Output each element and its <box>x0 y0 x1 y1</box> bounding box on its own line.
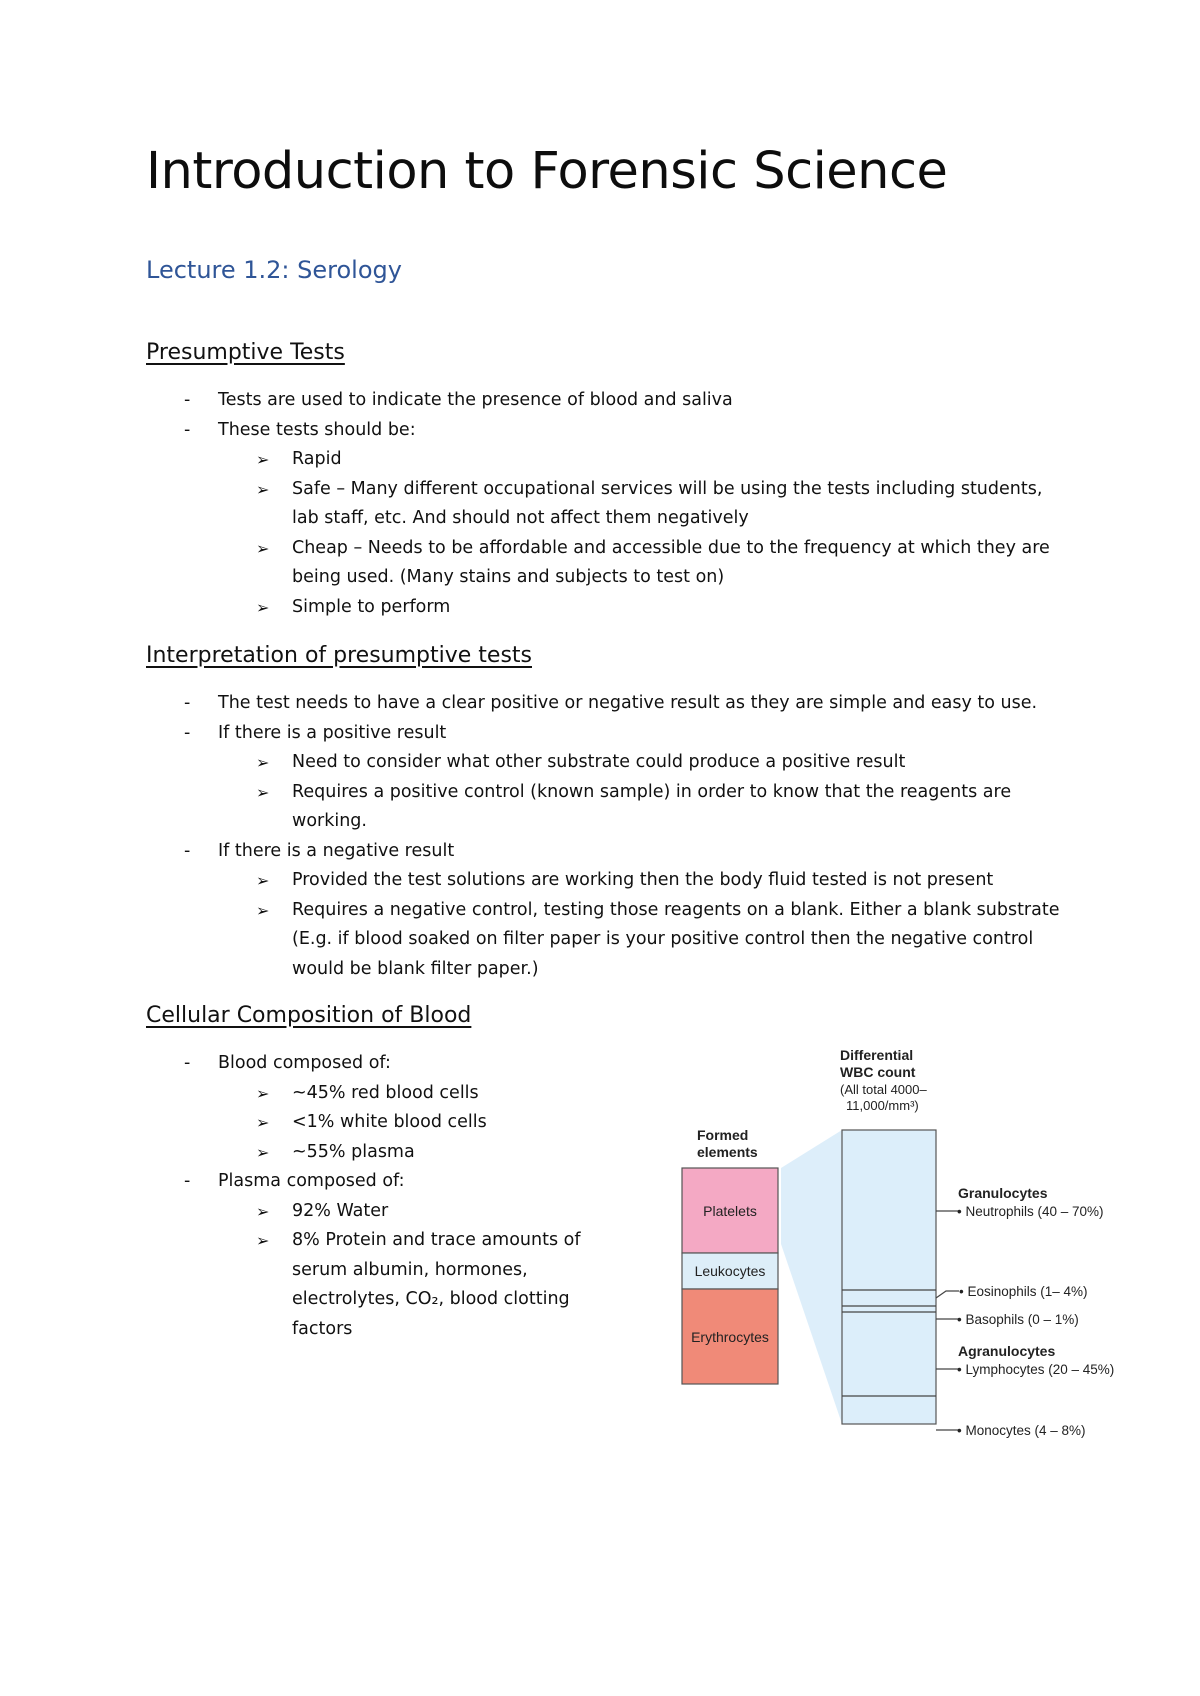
wbc-column <box>842 1130 936 1424</box>
list-item-text: Safe – Many different occupational services will be using the tests including students, lab staff, etc. And should not affect them negatively <box>292 478 1043 528</box>
list-item <box>146 386 1066 416</box>
lecture-subtitle: Lecture 1.2: Serology <box>146 256 402 284</box>
formed-title-line-1: Formed <box>697 1127 749 1143</box>
list-item-text: Requires a negative control, testing those reagents on a blank. Either a blank substrate (E.g. if blood soaked on filter paper is your positive control then the negative control would be blank filter paper.) <box>292 899 1060 979</box>
list-item-text: ~55% plasma <box>292 1141 415 1162</box>
list-item <box>146 416 1066 446</box>
list-item-text: Provided the test solutions are working then the body fluid tested is not present <box>292 870 994 890</box>
arrow-bullet-icon: ➢ <box>256 871 270 890</box>
list-item-text: Rapid <box>292 449 342 469</box>
arrow-bullet-icon: ➢ <box>256 900 270 920</box>
basophils-label: • Basophils (0 – 1%) <box>957 1312 1079 1327</box>
section-heading: Interpretation of presumptive tests <box>146 643 532 668</box>
list-item-text: 8% Protein and trace amounts of serum albumin, hormones, electrolytes, CO₂, blood clotting factors <box>292 1230 581 1339</box>
diff-title-line-2: WBC count <box>840 1064 916 1080</box>
formed-title-line-2: elements <box>697 1144 758 1160</box>
list-item <box>146 837 1066 867</box>
arrow-bullet-icon: ➢ <box>256 1231 270 1250</box>
list-item <box>146 1049 626 1079</box>
sub-list-item <box>146 1108 626 1138</box>
dash-bullet-icon: - <box>184 390 191 410</box>
list-item <box>146 689 1066 719</box>
sub-list-item <box>146 866 1066 896</box>
dash-bullet-icon: - <box>184 419 191 440</box>
list-item-text: Plasma composed of: <box>218 1171 405 1191</box>
list-item-text: <1% white blood cells <box>292 1112 487 1132</box>
eosinophils-label: • Eosinophils (1– 4%) <box>959 1284 1088 1299</box>
arrow-bullet-icon: ➢ <box>256 1142 270 1162</box>
list-item-text: Blood composed of: <box>218 1053 391 1073</box>
arrow-bullet-icon: ➢ <box>256 1113 270 1132</box>
arrow-bullet-icon: ➢ <box>256 597 270 617</box>
arrow-bullet-icon: ➢ <box>256 1201 270 1221</box>
arrow-bullet-icon: ➢ <box>256 753 270 772</box>
dash-bullet-icon: - <box>184 1171 191 1191</box>
sub-list-item <box>146 475 1066 534</box>
list-item <box>146 719 1066 749</box>
neutrophils-label: • Neutrophils (40 – 70%) <box>957 1204 1104 1219</box>
arrow-bullet-icon: ➢ <box>256 450 270 469</box>
list-item-text: Cheap – Needs to be affordable and accessible due to the frequency at which they are being used. (Many stains and subjects to test on) <box>292 537 1050 587</box>
sub-list-item <box>146 778 1066 837</box>
dash-bullet-icon: - <box>184 722 191 743</box>
sub-list-item <box>146 445 1066 475</box>
sub-list-item <box>146 1197 626 1227</box>
erythrocytes-label: Erythrocytes <box>691 1329 769 1345</box>
list-item-text: ~45% red blood cells <box>292 1082 479 1103</box>
section-heading: Presumptive Tests <box>146 340 345 365</box>
list-item-text: Requires a positive control (known sample) in order to know that the reagents are working. <box>292 781 1012 831</box>
leader-eosinophils <box>936 1291 959 1298</box>
sub-list-item <box>146 1079 626 1109</box>
list-item-text: If there is a positive result <box>218 722 447 743</box>
dash-bullet-icon: - <box>184 1053 191 1073</box>
diff-title-line-1: Differential <box>840 1047 914 1063</box>
list-item-text: Tests are used to indicate the presence of blood and saliva <box>218 390 733 410</box>
document-title: Introduction to Forensic Science <box>146 142 948 201</box>
sub-list-item <box>146 593 1066 623</box>
list-item-text: The test needs to have a clear positive or negative result as they are simple and easy to use. <box>218 693 1038 713</box>
arrow-bullet-icon: ➢ <box>256 1083 270 1103</box>
list-item-text: 92% Water <box>292 1200 389 1221</box>
list-item-text: Need to consider what other substrate could produce a positive result <box>292 752 906 772</box>
sub-list-item <box>146 1226 626 1344</box>
list-item-text: Simple to perform <box>292 596 451 617</box>
bullet-list <box>146 689 1066 984</box>
bullet-list <box>146 386 1066 622</box>
section-heading: Cellular Composition of Blood <box>146 1003 472 1028</box>
list-item-text: These tests should be: <box>218 419 416 440</box>
dash-bullet-icon: - <box>184 840 191 861</box>
arrow-bullet-icon: ➢ <box>256 538 270 558</box>
diff-title-line-3: (All total 4000– <box>840 1082 927 1097</box>
bullet-list <box>146 1049 626 1344</box>
section-cellular-composition <box>146 1001 626 1344</box>
funnel-shape <box>781 1130 842 1424</box>
arrow-bullet-icon: ➢ <box>256 479 270 499</box>
sub-list-item <box>146 748 1066 778</box>
leukocytes-label: Leukocytes <box>694 1263 766 1279</box>
agranulocytes-label: Agranulocytes <box>958 1343 1056 1359</box>
granulocytes-label: Granulocytes <box>958 1185 1048 1201</box>
platelets-label: Platelets <box>703 1203 757 1219</box>
sub-list-item <box>146 1138 626 1168</box>
list-item <box>146 1167 626 1197</box>
blood-composition-diagram <box>666 1046 1166 1456</box>
monocytes-label: • Monocytes (4 – 8%) <box>957 1423 1086 1438</box>
diff-title-line-4: 11,000/mm³) <box>846 1098 919 1113</box>
dash-bullet-icon: - <box>184 693 191 713</box>
sub-list-item <box>146 896 1066 985</box>
sub-list-item <box>146 534 1066 593</box>
arrow-bullet-icon: ➢ <box>256 782 270 802</box>
list-item-text: If there is a negative result <box>218 840 455 861</box>
section-presumptive-tests <box>146 338 1066 622</box>
lymphocytes-label: • Lymphocytes (20 – 45%) <box>957 1362 1115 1377</box>
section-interpretation <box>146 641 1066 984</box>
